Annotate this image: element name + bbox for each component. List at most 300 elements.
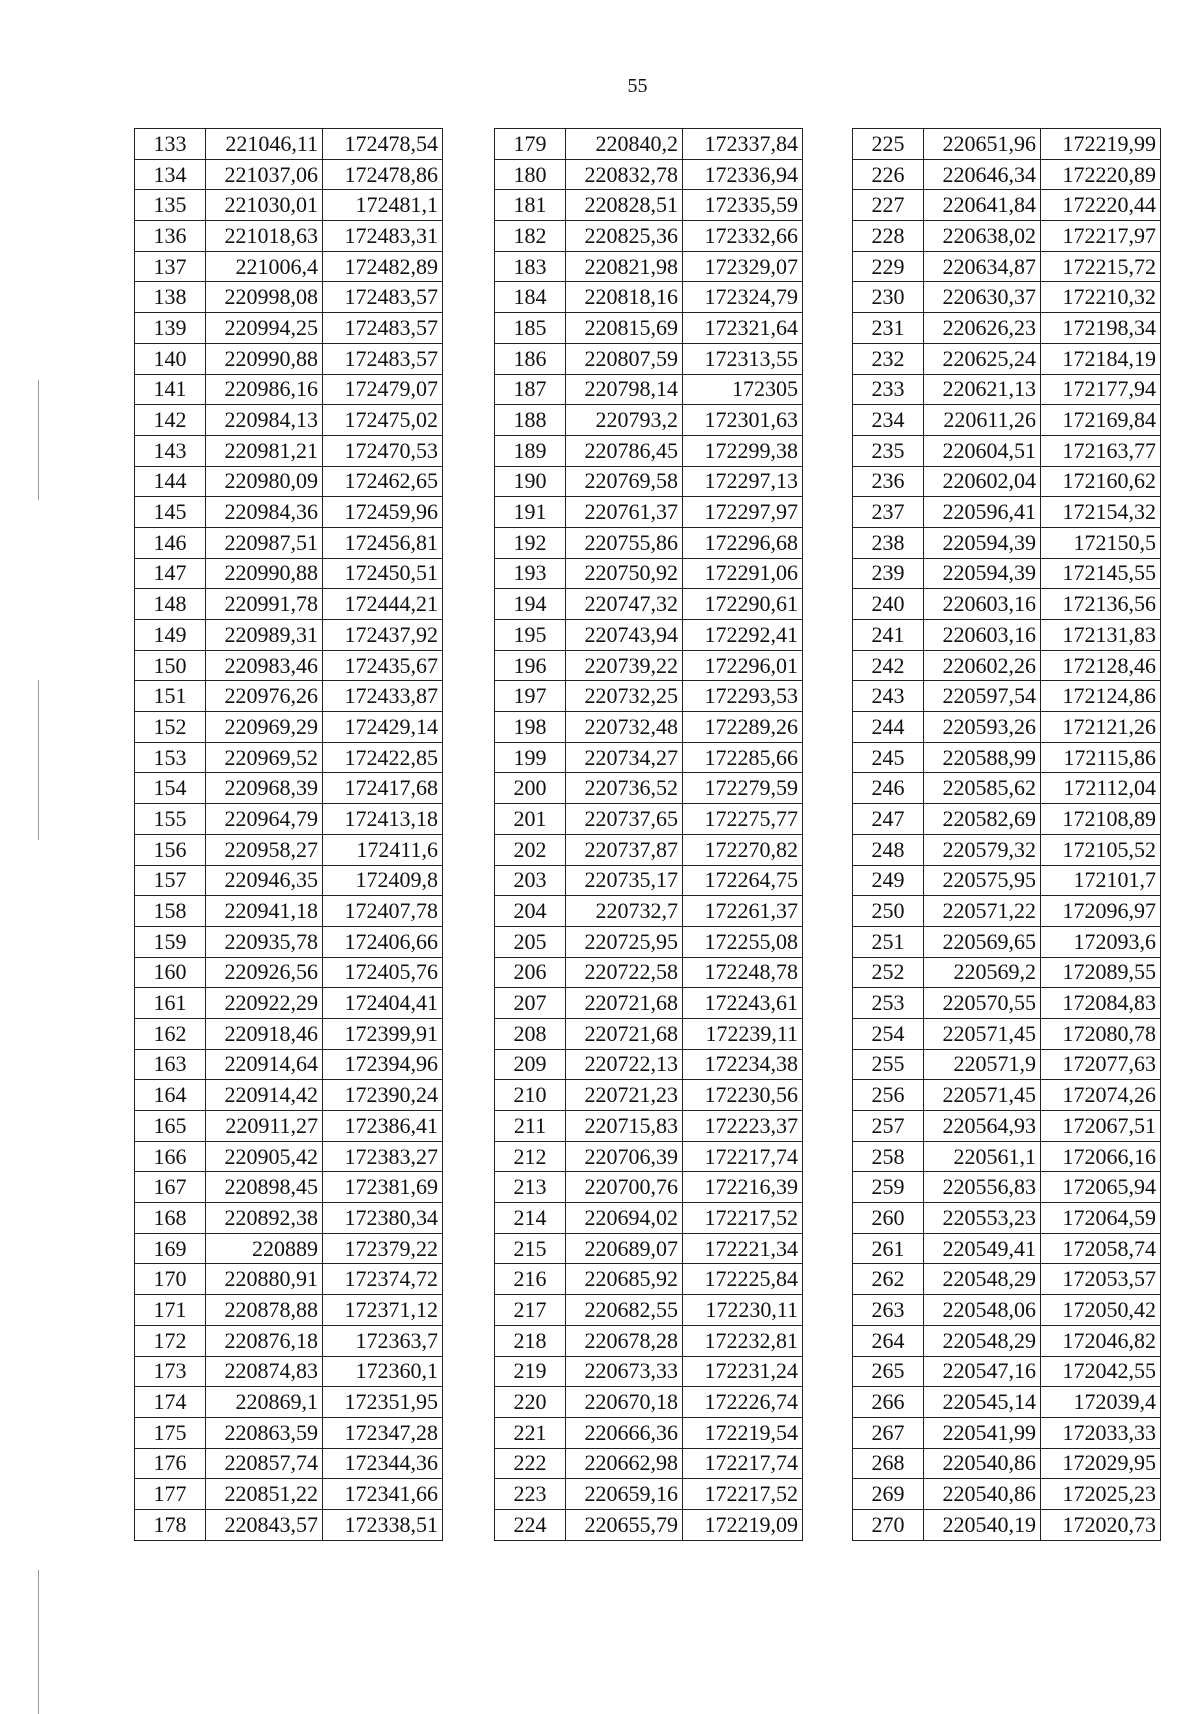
- x-coordinate-cell: 220651,96: [924, 129, 1041, 160]
- y-coordinate-cell: 172297,13: [683, 466, 803, 497]
- x-coordinate-cell: 220798,14: [566, 374, 683, 405]
- table-row: [135, 1141, 443, 1172]
- point-number-cell: 148: [135, 589, 206, 620]
- table-row: [495, 1141, 803, 1172]
- table-row: [495, 865, 803, 896]
- y-coordinate-cell: 172217,52: [683, 1203, 803, 1234]
- point-number-cell: 248: [853, 834, 924, 865]
- y-coordinate-cell: 172136,56: [1041, 589, 1161, 620]
- y-coordinate-cell: 172363,7: [323, 1325, 443, 1356]
- table-row: [135, 1479, 443, 1510]
- table-row: [495, 313, 803, 344]
- table-row: [853, 1141, 1161, 1172]
- point-number-cell: 198: [495, 712, 566, 743]
- table-row: [135, 466, 443, 497]
- point-number-cell: 169: [135, 1233, 206, 1264]
- point-number-cell: 152: [135, 712, 206, 743]
- point-number-cell: 145: [135, 497, 206, 528]
- x-coordinate-cell: 220694,02: [566, 1203, 683, 1234]
- point-number-cell: 231: [853, 313, 924, 344]
- y-coordinate-cell: 172163,77: [1041, 435, 1161, 466]
- x-coordinate-cell: 220750,92: [566, 558, 683, 589]
- x-coordinate-cell: 220914,42: [206, 1080, 323, 1111]
- point-number-cell: 245: [853, 742, 924, 773]
- table-row: [495, 1233, 803, 1264]
- x-coordinate-cell: 220946,35: [206, 865, 323, 896]
- y-coordinate-cell: 172347,28: [323, 1417, 443, 1448]
- y-coordinate-cell: 172121,26: [1041, 712, 1161, 743]
- y-coordinate-cell: 172039,4: [1041, 1387, 1161, 1418]
- y-coordinate-cell: 172429,14: [323, 712, 443, 743]
- x-coordinate-cell: 220828,51: [566, 190, 683, 221]
- table-row: [495, 1417, 803, 1448]
- table-row: [495, 1018, 803, 1049]
- point-number-cell: 183: [495, 251, 566, 282]
- x-coordinate-cell: 220721,68: [566, 1018, 683, 1049]
- y-coordinate-cell: 172145,55: [1041, 558, 1161, 589]
- table-row: [495, 1049, 803, 1080]
- x-coordinate-cell: 220564,93: [924, 1111, 1041, 1142]
- table-row: [853, 650, 1161, 681]
- point-number-cell: 247: [853, 804, 924, 835]
- x-coordinate-cell: 220722,58: [566, 957, 683, 988]
- x-coordinate-cell: 220976,26: [206, 681, 323, 712]
- coordinates-table-1: [134, 128, 443, 1541]
- y-coordinate-cell: 172478,54: [323, 129, 443, 160]
- y-coordinate-cell: 172255,08: [683, 926, 803, 957]
- table-row: [853, 221, 1161, 252]
- point-number-cell: 259: [853, 1172, 924, 1203]
- y-coordinate-cell: 172478,86: [323, 159, 443, 190]
- point-number-cell: 180: [495, 159, 566, 190]
- point-number-cell: 250: [853, 896, 924, 927]
- point-number-cell: 170: [135, 1264, 206, 1295]
- y-coordinate-cell: 172386,41: [323, 1111, 443, 1142]
- table-row: [853, 834, 1161, 865]
- x-coordinate-cell: 220602,26: [924, 650, 1041, 681]
- point-number-cell: 187: [495, 374, 566, 405]
- table-row: [495, 435, 803, 466]
- point-number-cell: 137: [135, 251, 206, 282]
- table-row: [853, 1417, 1161, 1448]
- table-row: [135, 1264, 443, 1295]
- point-number-cell: 147: [135, 558, 206, 589]
- y-coordinate-cell: 172198,34: [1041, 313, 1161, 344]
- y-coordinate-cell: 172033,33: [1041, 1417, 1161, 1448]
- x-coordinate-cell: 220922,29: [206, 988, 323, 1019]
- y-coordinate-cell: 172128,46: [1041, 650, 1161, 681]
- x-coordinate-cell: 220571,22: [924, 896, 1041, 927]
- y-coordinate-cell: 172101,7: [1041, 865, 1161, 896]
- y-coordinate-cell: 172096,97: [1041, 896, 1161, 927]
- table-row: [853, 466, 1161, 497]
- table-row: [853, 527, 1161, 558]
- y-coordinate-cell: 172025,23: [1041, 1479, 1161, 1510]
- table-row: [135, 405, 443, 436]
- table-row: [495, 773, 803, 804]
- y-coordinate-cell: 172305: [683, 374, 803, 405]
- y-coordinate-cell: 172483,57: [323, 282, 443, 313]
- y-coordinate-cell: 172225,84: [683, 1264, 803, 1295]
- y-coordinate-cell: 172029,95: [1041, 1448, 1161, 1479]
- x-coordinate-cell: 220569,65: [924, 926, 1041, 957]
- x-coordinate-cell: 220666,36: [566, 1417, 683, 1448]
- x-coordinate-cell: 220761,37: [566, 497, 683, 528]
- table-row: [853, 742, 1161, 773]
- point-number-cell: 212: [495, 1141, 566, 1172]
- y-coordinate-cell: 172243,61: [683, 988, 803, 1019]
- point-number-cell: 209: [495, 1049, 566, 1080]
- table-row: [853, 1509, 1161, 1540]
- table-row: [135, 1295, 443, 1326]
- left-margin-line: [38, 680, 39, 840]
- x-coordinate-cell: 220889: [206, 1233, 323, 1264]
- x-coordinate-cell: 220721,23: [566, 1080, 683, 1111]
- x-coordinate-cell: 220968,39: [206, 773, 323, 804]
- y-coordinate-cell: 172406,66: [323, 926, 443, 957]
- point-number-cell: 168: [135, 1203, 206, 1234]
- x-coordinate-cell: 220747,32: [566, 589, 683, 620]
- y-coordinate-cell: 172275,77: [683, 804, 803, 835]
- x-coordinate-cell: 220981,21: [206, 435, 323, 466]
- table-row: [495, 681, 803, 712]
- point-number-cell: 264: [853, 1325, 924, 1356]
- table-row: [853, 865, 1161, 896]
- table-row: [853, 681, 1161, 712]
- x-coordinate-cell: 220964,79: [206, 804, 323, 835]
- table-row: [495, 1325, 803, 1356]
- x-coordinate-cell: 220735,17: [566, 865, 683, 896]
- x-coordinate-cell: 220722,13: [566, 1049, 683, 1080]
- table-row: [853, 251, 1161, 282]
- x-coordinate-cell: 220594,39: [924, 527, 1041, 558]
- point-number-cell: 222: [495, 1448, 566, 1479]
- table-row: [135, 1417, 443, 1448]
- x-coordinate-cell: 220545,14: [924, 1387, 1041, 1418]
- point-number-cell: 193: [495, 558, 566, 589]
- x-coordinate-cell: 221030,01: [206, 190, 323, 221]
- point-number-cell: 186: [495, 343, 566, 374]
- point-number-cell: 240: [853, 589, 924, 620]
- point-number-cell: 262: [853, 1264, 924, 1295]
- table-row: [853, 804, 1161, 835]
- point-number-cell: 205: [495, 926, 566, 957]
- x-coordinate-cell: 220625,24: [924, 343, 1041, 374]
- point-number-cell: 174: [135, 1387, 206, 1418]
- point-number-cell: 201: [495, 804, 566, 835]
- y-coordinate-cell: 172080,78: [1041, 1018, 1161, 1049]
- x-coordinate-cell: 220732,7: [566, 896, 683, 927]
- point-number-cell: 166: [135, 1141, 206, 1172]
- x-coordinate-cell: 220880,91: [206, 1264, 323, 1295]
- y-coordinate-cell: 172399,91: [323, 1018, 443, 1049]
- y-coordinate-cell: 172223,37: [683, 1111, 803, 1142]
- point-number-cell: 219: [495, 1356, 566, 1387]
- table-row: [135, 221, 443, 252]
- table-row: [853, 589, 1161, 620]
- x-coordinate-cell: 220821,98: [566, 251, 683, 282]
- table-row: [135, 834, 443, 865]
- x-coordinate-cell: 220984,36: [206, 497, 323, 528]
- point-number-cell: 153: [135, 742, 206, 773]
- table-row: [853, 1018, 1161, 1049]
- point-number-cell: 220: [495, 1387, 566, 1418]
- point-number-cell: 176: [135, 1448, 206, 1479]
- point-number-cell: 178: [135, 1509, 206, 1540]
- y-coordinate-cell: 172390,24: [323, 1080, 443, 1111]
- point-number-cell: 254: [853, 1018, 924, 1049]
- point-number-cell: 236: [853, 466, 924, 497]
- y-coordinate-cell: 172459,96: [323, 497, 443, 528]
- x-coordinate-cell: 220918,46: [206, 1018, 323, 1049]
- x-coordinate-cell: 220634,87: [924, 251, 1041, 282]
- x-coordinate-cell: 220998,08: [206, 282, 323, 313]
- y-coordinate-cell: 172219,54: [683, 1417, 803, 1448]
- table-row: [135, 865, 443, 896]
- point-number-cell: 237: [853, 497, 924, 528]
- x-coordinate-cell: 220989,31: [206, 620, 323, 651]
- table-row: [495, 589, 803, 620]
- table-row: [853, 712, 1161, 743]
- x-coordinate-cell: 220732,48: [566, 712, 683, 743]
- table-row: [853, 190, 1161, 221]
- x-coordinate-cell: 220905,42: [206, 1141, 323, 1172]
- table-row: [135, 343, 443, 374]
- point-number-cell: 146: [135, 527, 206, 558]
- y-coordinate-cell: 172289,26: [683, 712, 803, 743]
- point-number-cell: 261: [853, 1233, 924, 1264]
- left-margin-line: [38, 1570, 39, 1714]
- table-row: [853, 1080, 1161, 1111]
- table-row: [135, 159, 443, 190]
- y-coordinate-cell: 172074,26: [1041, 1080, 1161, 1111]
- y-coordinate-cell: 172108,89: [1041, 804, 1161, 835]
- point-number-cell: 181: [495, 190, 566, 221]
- point-number-cell: 265: [853, 1356, 924, 1387]
- x-coordinate-cell: 220596,41: [924, 497, 1041, 528]
- point-number-cell: 144: [135, 466, 206, 497]
- table-row: [135, 558, 443, 589]
- point-number-cell: 213: [495, 1172, 566, 1203]
- x-coordinate-cell: 220725,95: [566, 926, 683, 957]
- y-coordinate-cell: 172066,16: [1041, 1141, 1161, 1172]
- y-coordinate-cell: 172105,52: [1041, 834, 1161, 865]
- y-coordinate-cell: 172285,66: [683, 742, 803, 773]
- table-row: [853, 405, 1161, 436]
- x-coordinate-cell: 220611,26: [924, 405, 1041, 436]
- table-row: [495, 405, 803, 436]
- point-number-cell: 268: [853, 1448, 924, 1479]
- table-row: [495, 650, 803, 681]
- y-coordinate-cell: 172437,92: [323, 620, 443, 651]
- y-coordinate-cell: 172226,74: [683, 1387, 803, 1418]
- y-coordinate-cell: 172371,12: [323, 1295, 443, 1326]
- point-number-cell: 211: [495, 1111, 566, 1142]
- y-coordinate-cell: 172169,84: [1041, 405, 1161, 436]
- x-coordinate-cell: 220549,41: [924, 1233, 1041, 1264]
- x-coordinate-cell: 220869,1: [206, 1387, 323, 1418]
- y-coordinate-cell: 172422,85: [323, 742, 443, 773]
- y-coordinate-cell: 172405,76: [323, 957, 443, 988]
- y-coordinate-cell: 172409,8: [323, 865, 443, 896]
- point-number-cell: 227: [853, 190, 924, 221]
- table-row: [495, 926, 803, 957]
- point-number-cell: 260: [853, 1203, 924, 1234]
- y-coordinate-cell: 172435,67: [323, 650, 443, 681]
- table-row: [135, 896, 443, 927]
- y-coordinate-cell: 172093,6: [1041, 926, 1161, 957]
- y-coordinate-cell: 172050,42: [1041, 1295, 1161, 1326]
- x-coordinate-cell: 220737,87: [566, 834, 683, 865]
- table-row: [495, 896, 803, 927]
- x-coordinate-cell: 220818,16: [566, 282, 683, 313]
- table-row: [853, 957, 1161, 988]
- x-coordinate-cell: 220926,56: [206, 957, 323, 988]
- point-number-cell: 255: [853, 1049, 924, 1080]
- x-coordinate-cell: 220990,88: [206, 558, 323, 589]
- point-number-cell: 208: [495, 1018, 566, 1049]
- table-row: [853, 129, 1161, 160]
- table-row: [135, 1387, 443, 1418]
- point-number-cell: 179: [495, 129, 566, 160]
- point-number-cell: 233: [853, 374, 924, 405]
- table-row: [495, 1172, 803, 1203]
- table-row: [495, 282, 803, 313]
- table-row: [853, 988, 1161, 1019]
- y-coordinate-cell: 172084,83: [1041, 988, 1161, 1019]
- x-coordinate-cell: 220603,16: [924, 589, 1041, 620]
- y-coordinate-cell: 172053,57: [1041, 1264, 1161, 1295]
- x-coordinate-cell: 220769,58: [566, 466, 683, 497]
- x-coordinate-cell: 220646,34: [924, 159, 1041, 190]
- point-number-cell: 204: [495, 896, 566, 927]
- y-coordinate-cell: 172297,97: [683, 497, 803, 528]
- table-row: [853, 159, 1161, 190]
- x-coordinate-cell: 220655,79: [566, 1509, 683, 1540]
- x-coordinate-cell: 220987,51: [206, 527, 323, 558]
- x-coordinate-cell: 220621,13: [924, 374, 1041, 405]
- y-coordinate-cell: 172337,84: [683, 129, 803, 160]
- table-row: [853, 1325, 1161, 1356]
- x-coordinate-cell: 220571,45: [924, 1080, 1041, 1111]
- x-coordinate-cell: 220815,69: [566, 313, 683, 344]
- x-coordinate-cell: 220851,22: [206, 1479, 323, 1510]
- table-row: [135, 589, 443, 620]
- y-coordinate-cell: 172177,94: [1041, 374, 1161, 405]
- table-row: [853, 773, 1161, 804]
- point-number-cell: 251: [853, 926, 924, 957]
- table-row: [135, 1233, 443, 1264]
- x-coordinate-cell: 220585,62: [924, 773, 1041, 804]
- x-coordinate-cell: 220685,92: [566, 1264, 683, 1295]
- point-number-cell: 229: [853, 251, 924, 282]
- table-row: [495, 1448, 803, 1479]
- point-number-cell: 241: [853, 620, 924, 651]
- y-coordinate-cell: 172351,95: [323, 1387, 443, 1418]
- y-coordinate-cell: 172184,19: [1041, 343, 1161, 374]
- point-number-cell: 269: [853, 1479, 924, 1510]
- point-number-cell: 197: [495, 681, 566, 712]
- point-number-cell: 165: [135, 1111, 206, 1142]
- x-coordinate-cell: 220540,86: [924, 1448, 1041, 1479]
- table-row: [853, 620, 1161, 651]
- y-coordinate-cell: 172231,24: [683, 1356, 803, 1387]
- table-row: [135, 926, 443, 957]
- y-coordinate-cell: 172261,37: [683, 896, 803, 927]
- y-coordinate-cell: 172077,63: [1041, 1049, 1161, 1080]
- x-coordinate-cell: 220739,22: [566, 650, 683, 681]
- point-number-cell: 136: [135, 221, 206, 252]
- y-coordinate-cell: 172301,63: [683, 405, 803, 436]
- y-coordinate-cell: 172413,18: [323, 804, 443, 835]
- x-coordinate-cell: 220755,86: [566, 527, 683, 558]
- y-coordinate-cell: 172270,82: [683, 834, 803, 865]
- y-coordinate-cell: 172341,66: [323, 1479, 443, 1510]
- point-number-cell: 199: [495, 742, 566, 773]
- table-row: [853, 1387, 1161, 1418]
- y-coordinate-cell: 172020,73: [1041, 1509, 1161, 1540]
- y-coordinate-cell: 172216,39: [683, 1172, 803, 1203]
- y-coordinate-cell: 172264,75: [683, 865, 803, 896]
- table-row: [495, 497, 803, 528]
- point-number-cell: 194: [495, 589, 566, 620]
- y-coordinate-cell: 172296,68: [683, 527, 803, 558]
- table-row: [853, 1172, 1161, 1203]
- y-coordinate-cell: 172470,53: [323, 435, 443, 466]
- point-number-cell: 239: [853, 558, 924, 589]
- point-number-cell: 217: [495, 1295, 566, 1326]
- point-number-cell: 216: [495, 1264, 566, 1295]
- table-row: [853, 1356, 1161, 1387]
- x-coordinate-cell: 220582,69: [924, 804, 1041, 835]
- table-row: [135, 251, 443, 282]
- table-row: [135, 742, 443, 773]
- x-coordinate-cell: 221006,4: [206, 251, 323, 282]
- y-coordinate-cell: 172248,78: [683, 957, 803, 988]
- point-number-cell: 235: [853, 435, 924, 466]
- y-coordinate-cell: 172230,56: [683, 1080, 803, 1111]
- y-coordinate-cell: 172296,01: [683, 650, 803, 681]
- point-number-cell: 143: [135, 435, 206, 466]
- point-number-cell: 149: [135, 620, 206, 651]
- y-coordinate-cell: 172215,72: [1041, 251, 1161, 282]
- point-number-cell: 210: [495, 1080, 566, 1111]
- y-coordinate-cell: 172292,41: [683, 620, 803, 651]
- y-coordinate-cell: 172407,78: [323, 896, 443, 927]
- point-number-cell: 141: [135, 374, 206, 405]
- x-coordinate-cell: 220682,55: [566, 1295, 683, 1326]
- x-coordinate-cell: 220734,27: [566, 742, 683, 773]
- table-row: [135, 957, 443, 988]
- x-coordinate-cell: 220935,78: [206, 926, 323, 957]
- point-number-cell: 185: [495, 313, 566, 344]
- table-row: [495, 374, 803, 405]
- table-row: [853, 1264, 1161, 1295]
- table-row: [495, 1203, 803, 1234]
- table-row: [853, 558, 1161, 589]
- point-number-cell: 189: [495, 435, 566, 466]
- point-number-cell: 172: [135, 1325, 206, 1356]
- x-coordinate-cell: 220604,51: [924, 435, 1041, 466]
- x-coordinate-cell: 220786,45: [566, 435, 683, 466]
- y-coordinate-cell: 172483,57: [323, 313, 443, 344]
- y-coordinate-cell: 172112,04: [1041, 773, 1161, 804]
- y-coordinate-cell: 172404,41: [323, 988, 443, 1019]
- point-number-cell: 195: [495, 620, 566, 651]
- x-coordinate-cell: 220898,45: [206, 1172, 323, 1203]
- x-coordinate-cell: 220986,16: [206, 374, 323, 405]
- point-number-cell: 171: [135, 1295, 206, 1326]
